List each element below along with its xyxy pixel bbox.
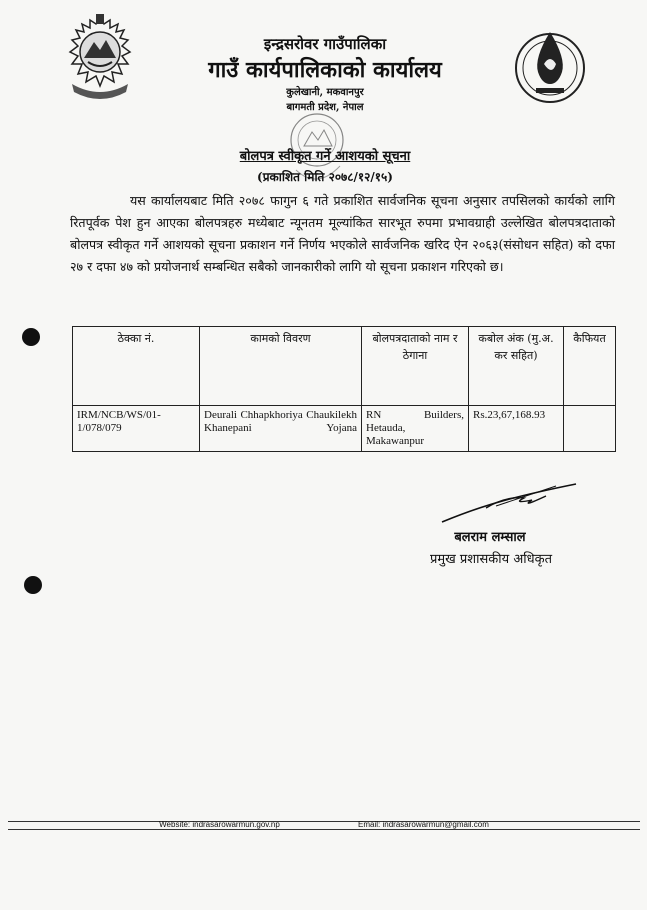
footer-divider [8, 829, 640, 830]
table-header-row [73, 327, 616, 406]
punch-hole [22, 328, 40, 346]
column-header: ठेक्का नं. [73, 327, 200, 406]
footer [8, 820, 640, 829]
signatory-title: प्रमुख प्रशासकीय अधिकृत [429, 552, 553, 567]
contract-number-cell: IRM/NCB/WS/01-1/078/079 [73, 406, 200, 452]
bid-amount-cell: Rs.23,67,168.93 [469, 406, 564, 452]
bidder-cell: RN Builders, Hetauda, Makawanpur [362, 406, 469, 452]
table-row [73, 406, 616, 452]
municipality-logo-icon [512, 24, 588, 108]
column-header: कैफियत [564, 327, 616, 406]
work-description-cell: Deurali Chhapkhoriya Chaukilekh Khanepani Yojana [200, 406, 362, 452]
column-header: बोलपत्रदाताको नाम र ठेगाना [362, 327, 469, 406]
publication-date: (प्रकाशित मिति २०७८/१२/१५) [257, 170, 393, 184]
notice-title: बोलपत्र स्वीकृत गर्ने आशयको सूचना [239, 149, 411, 164]
office-location: कुलेखानी, मकवानपुर [286, 87, 364, 98]
signatory-name: बलराम लम्साल [454, 530, 526, 545]
signature-icon [436, 478, 586, 528]
notice-body: यस कार्यालयबाट मिति २०७८ फागुन ६ गते प्रकाशित सार्वजनिक सूचना अनुसार तपसिलको कार्यको लागि रितपूर्वक पेश हुन आएका बोलपत्रहरु मध्येबाट न्यूनतम मूल्यांकित सारभूत रुपमा प्रभावग्राही उल्लेखित बोलपत्रदाताको बोलपत्र स्वीकृत गर्ने आशयको सूचना प्रकाशन गर्ने निर्णय भएकोले सार्वजनिक खरिद ऐन २०६३(संसोधन सहित) को दफा २७ र दफा ४७ को प्रयोजनार्थ सम्बन्धित सबैको जानकारीको लागि यो सूचना प्रकाशन गरिएको छ। [70, 193, 615, 274]
remarks-cell [564, 406, 616, 452]
footer-website: Website: indrasarowarmun.gov.np [159, 820, 280, 829]
footer-email: Email: indrasarowarmun@gmail.com [358, 820, 489, 829]
office-province: बागमती प्रदेश, नेपाल [286, 102, 364, 113]
column-header: कबोल अंक (मु.अ. कर सहित) [469, 327, 564, 406]
office-name: गाउँ कार्यपालिकाको कार्यालय [208, 57, 442, 83]
municipality-name: इन्द्रसरोवर गाउँपालिका [263, 35, 387, 53]
punch-hole [24, 576, 42, 594]
government-emblem-icon [60, 14, 140, 104]
column-header: कामको विवरण [200, 327, 362, 406]
bid-table [72, 326, 616, 452]
